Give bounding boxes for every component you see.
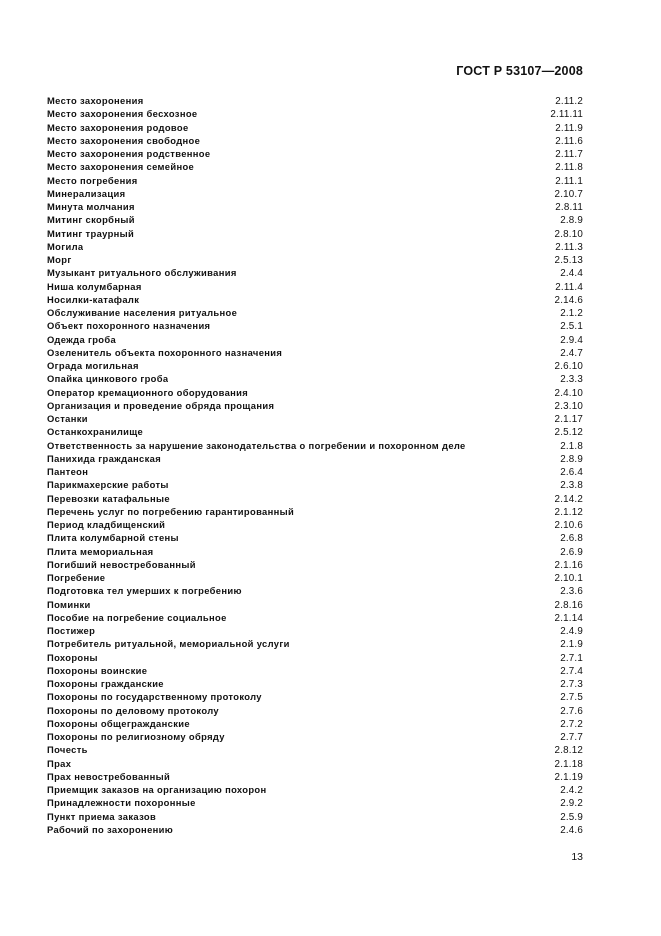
index-entry [47,134,583,147]
index-reference: 2.1.18 [554,758,583,770]
index-entry [47,425,583,438]
index-entry [47,478,583,491]
index-reference: 2.6.4 [560,467,583,478]
index-reference: 2.3.8 [560,480,583,492]
index-term: Рабочий по захоронению [47,823,174,835]
index-entry [47,757,583,770]
index-term: Могила [47,240,84,252]
index-entry [47,121,583,134]
index-reference: 2.8.10 [554,228,583,240]
index-entry [47,624,583,637]
index-reference: 2.11.9 [555,122,583,134]
index-term: Похороны [47,651,98,663]
index-term: Ограда могильная [47,360,139,371]
index-term: Приемщик заказов на организацию похорон [47,784,267,795]
index-entry [47,492,583,505]
index-term: Похороны гражданские [47,678,164,689]
index-reference: 2.11.1 [555,175,583,187]
index-entry [47,690,583,703]
index-term: Почесть [47,744,88,756]
index-entry [47,531,583,544]
index-entry [47,598,583,611]
index-term: Озеленитель объекта похоронного назначения [47,346,283,358]
index-term: Опайка цинкового гроба [47,373,169,385]
index-entry [47,266,583,279]
index-entry [47,346,583,359]
index-reference: 2.5.9 [560,811,583,823]
index-reference: 2.6.10 [554,361,583,372]
index-term: Перевозки катафальные [47,492,170,504]
index-reference: 2.4.9 [560,626,583,637]
index-term: Поминки [47,598,91,610]
index-entry [47,253,583,266]
index-entry [47,770,583,783]
index-entry [47,664,583,677]
index-reference: 2.7.6 [560,705,583,717]
index-reference: 2.11.6 [555,135,583,147]
index-entry [47,386,583,399]
index-reference: 2.9.2 [560,798,583,810]
index-entry [47,187,583,200]
index-reference: 2.7.2 [560,718,583,730]
page-number: 13 [571,851,583,863]
index-entry [47,558,583,571]
index-term: Митинг скорбный [47,214,135,226]
index-term: Погребение [47,572,106,583]
index-entry [47,399,583,412]
index-reference: 2.4.7 [560,347,583,359]
index-term: Останки [47,413,88,424]
index-entry [47,306,583,319]
index-entry [47,107,583,120]
index-reference: 2.9.4 [560,334,583,346]
index-entry [47,465,583,478]
index-entry [47,333,583,346]
index-term: Организация и проведение обряда прощания [47,399,275,411]
index-term: Обслуживание населения ритуальное [47,307,238,318]
index-term: Подготовка тел умерших к погребению [47,585,242,597]
index-reference: 2.10.7 [554,188,583,200]
index-reference: 2.5.12 [554,427,583,439]
index-reference: 2.1.9 [560,639,583,651]
index-term: Музыкант ритуального обслуживания [47,267,237,279]
index-term: Принадлежности похоронные [47,797,196,809]
index-reference: 2.8.11 [555,202,583,213]
index-reference: 2.7.7 [560,732,583,743]
index-term: Минута молчания [47,201,135,212]
index-reference: 2.3.6 [560,586,583,598]
index-reference: 2.11.8 [555,162,583,174]
index-term: Пантеон [47,466,89,477]
index-entry [47,505,583,518]
index-reference: 2.1.14 [554,612,583,624]
index-reference: 2.1.8 [560,440,583,452]
index-entry [47,174,583,187]
index-term: Место захоронения родовое [47,121,189,133]
index-reference: 2.14.6 [554,294,583,306]
index-term: Похороны по государственному протоколу [47,691,262,703]
index-entry [47,571,583,584]
index-entry [47,611,583,624]
index-reference: 2.7.3 [560,679,583,690]
index-entry [47,823,583,836]
index-term: Объект похоронного назначения [47,320,211,332]
index-entry [47,637,583,650]
index-entry [47,94,583,107]
index-term: Плита мемориальная [47,545,154,557]
index-reference: 2.4.6 [560,824,583,836]
index-reference: 2.4.2 [560,785,583,796]
index-reference: 2.7.4 [560,665,583,677]
index-reference: 2.5.1 [560,321,583,333]
index-reference: 2.1.2 [560,308,583,319]
index-entry [47,240,583,253]
index-term: Прах невостребованный [47,770,171,782]
index-entry [47,213,583,226]
document-code: ГОСТ Р 53107—2008 [456,64,583,78]
index-reference: 2.7.5 [560,692,583,704]
index-entry [47,319,583,332]
index-term: Место захоронения родственное [47,148,211,159]
index-term: Место захоронения [47,95,144,106]
index-term: Останкохранилище [47,426,144,438]
index-reference: 2.3.3 [560,374,583,386]
index-entry [47,704,583,717]
index-reference: 2.4.4 [560,268,583,280]
index-term: Похороны по религиозному обряду [47,731,225,742]
index-reference: 2.8.9 [560,453,583,465]
index-reference: 2.6.9 [560,546,583,558]
index-term: Оператор кремационного оборудования [47,386,249,398]
index-term: Похороны общегражданские [47,717,190,729]
index-term: Носилки-катафалк [47,293,140,305]
index-reference: 2.3.10 [554,400,583,412]
index-term: Плита колумбарной стены [47,532,179,544]
index-term: Место захоронения семейное [47,161,195,173]
index-term: Ниша колумбарная [47,280,142,292]
index-reference: 2.4.10 [554,387,583,399]
index-entry [47,160,583,173]
index-entry [47,147,583,160]
index-term: Панихида гражданская [47,452,162,464]
index-reference: 2.1.19 [554,771,583,783]
index-term: Похороны воинские [47,664,148,676]
index-entry [47,293,583,306]
index-term: Прах [47,757,72,769]
index-reference: 2.14.2 [554,493,583,505]
index-term: Место погребения [47,174,138,186]
index-reference: 2.6.8 [560,533,583,545]
index-term: Морг [47,254,72,265]
index-term: Погибший невостребованный [47,558,196,570]
index-entry [47,677,583,690]
index-reference: 2.8.12 [554,745,583,757]
index-entry [47,200,583,213]
index-entry [47,372,583,385]
index-reference: 2.11.4 [555,281,583,293]
index-reference: 2.5.13 [554,255,583,266]
index-reference: 2.11.11 [550,109,583,121]
index-term: Место захоронения свободное [47,134,201,146]
index-term: Постижер [47,625,96,636]
index-entry [47,227,583,240]
index-entry [47,717,583,730]
index-reference: 2.10.1 [554,573,583,584]
index-term: Похороны по деловому протоколу [47,704,219,716]
index-reference: 2.10.6 [554,520,583,531]
index-term: Митинг траурный [47,227,135,239]
index-reference: 2.8.16 [554,599,583,611]
index-reference: 2.1.12 [554,506,583,518]
index-term: Парикмахерские работы [47,479,169,491]
index-entry [47,796,583,809]
index-reference: 2.7.1 [560,652,583,664]
index-term: Пункт приема заказов [47,810,157,822]
index-entry [47,545,583,558]
index-reference: 2.11.3 [555,241,583,253]
index-entry [47,584,583,597]
index-term: Минерализация [47,187,126,199]
index-entry [47,359,583,372]
index-term: Пособие на погребение социальное [47,611,227,623]
index-entry [47,518,583,531]
term-index-list [47,94,583,836]
index-term: Период кладбищенский [47,519,166,530]
index-term: Ответственность за нарушение законодательства о погребении и похоронном деле [47,439,466,451]
index-entry [47,730,583,743]
index-term: Одежда гроба [47,333,117,345]
index-entry [47,651,583,664]
index-reference: 2.11.2 [555,96,583,107]
index-term: Потребитель ритуальной, мемориальной услуги [47,638,290,650]
index-entry [47,439,583,452]
index-entry [47,280,583,293]
index-entry [47,452,583,465]
index-term: Место захоронения бесхозное [47,108,198,120]
index-entry [47,412,583,425]
index-reference: 2.1.16 [554,559,583,571]
index-reference: 2.8.9 [560,215,583,227]
index-reference: 2.1.17 [554,414,583,425]
index-entry [47,810,583,823]
index-entry [47,783,583,796]
index-entry [47,743,583,756]
index-term: Перечень услуг по погребению гарантированный [47,505,295,517]
index-reference: 2.11.7 [555,149,583,160]
